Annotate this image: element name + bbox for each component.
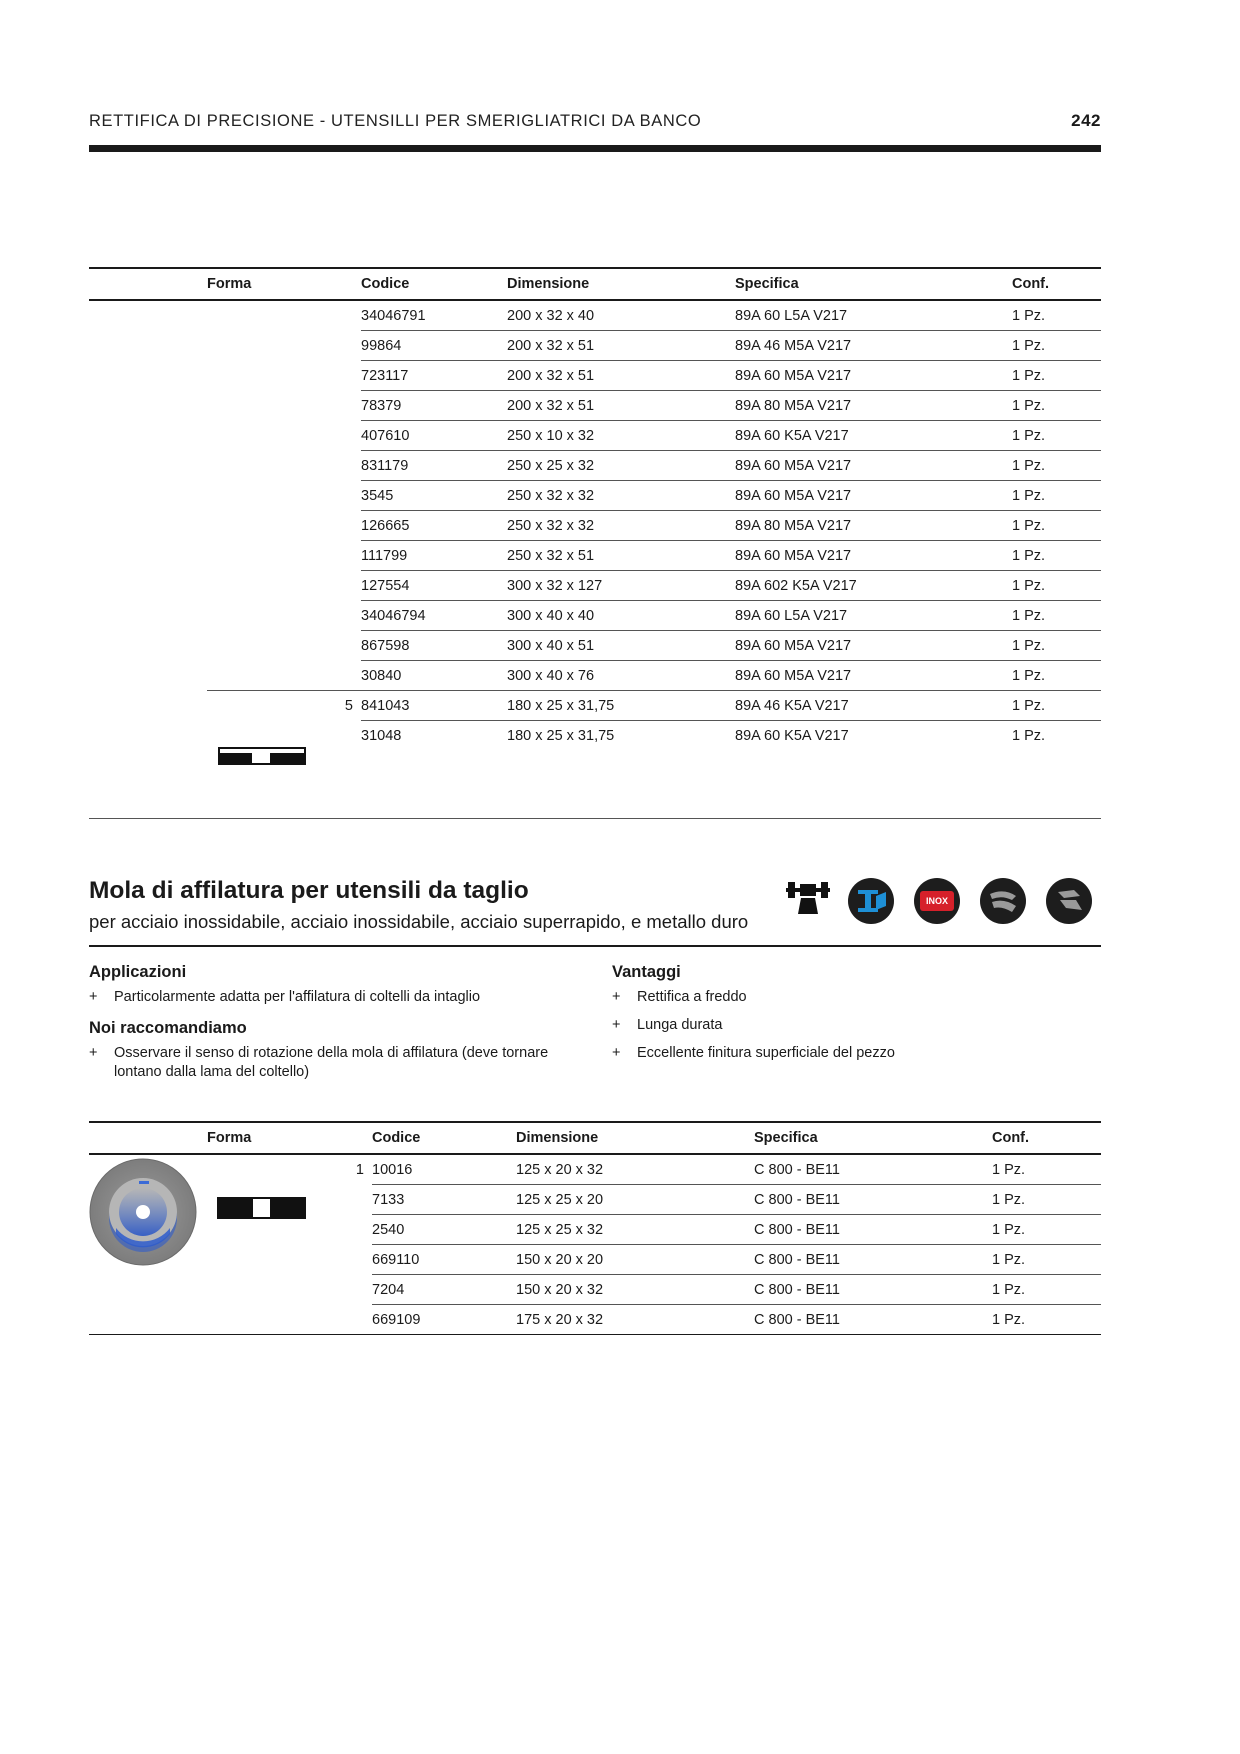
table-row xyxy=(89,661,1101,691)
table-row xyxy=(89,1154,1101,1185)
cell-dimensione: 300 x 40 x 76 xyxy=(507,661,735,691)
list-item: + Eccellente finitura superficiale del pezzo xyxy=(612,1045,895,1061)
cell-codice: 407610 xyxy=(361,421,507,451)
cell-forma xyxy=(207,631,361,661)
cell-specifica: 89A 80 M5A V217 xyxy=(735,511,1012,541)
cell-specifica: 89A 602 K5A V217 xyxy=(735,571,1012,601)
table-row xyxy=(89,421,1101,451)
table-row xyxy=(89,601,1101,631)
cell-codice: 723117 xyxy=(361,361,507,391)
cell-codice: 34046791 xyxy=(361,300,507,331)
cell-conf: 1 Pz. xyxy=(1012,361,1101,391)
cell-dimensione: 150 x 20 x 20 xyxy=(516,1245,754,1275)
cell-dimensione: 300 x 40 x 40 xyxy=(507,601,735,631)
cell-dimensione: 180 x 25 x 31,75 xyxy=(507,691,735,721)
cell-dimensione: 250 x 32 x 32 xyxy=(507,511,735,541)
cell-codice: 7204 xyxy=(372,1275,516,1305)
cell-conf: 1 Pz. xyxy=(1012,691,1101,721)
table-row xyxy=(89,691,1101,721)
cell-forma xyxy=(207,300,361,331)
table-row xyxy=(89,361,1101,391)
cutter-icon xyxy=(1046,878,1092,924)
table-row xyxy=(89,481,1101,511)
cell-codice: 78379 xyxy=(361,391,507,421)
wheel-profile-forma-5-icon xyxy=(218,747,306,765)
cell-specifica: 89A 46 M5A V217 xyxy=(735,331,1012,361)
cell-forma xyxy=(207,541,361,571)
cell-codice: 7133 xyxy=(372,1185,516,1215)
table-row xyxy=(89,300,1101,331)
cell-conf: 1 Pz. xyxy=(1012,300,1101,331)
table-row xyxy=(89,511,1101,541)
cell-codice: 841043 xyxy=(361,691,507,721)
applicazioni-heading: Applicazioni xyxy=(89,963,187,981)
cell-dimensione: 125 x 25 x 20 xyxy=(516,1185,754,1215)
column-header-codice: Codice xyxy=(372,1122,516,1154)
cell-codice: 10016 xyxy=(372,1154,516,1185)
header-rule xyxy=(89,145,1101,152)
cell-conf: 1 Pz. xyxy=(992,1275,1101,1305)
cell-specifica: 89A 60 M5A V217 xyxy=(735,451,1012,481)
cell-specifica: 89A 60 L5A V217 xyxy=(735,601,1012,631)
column-header-specifica: Specifica xyxy=(735,268,1012,300)
cell-dimensione: 300 x 32 x 127 xyxy=(507,571,735,601)
cell-codice: 669109 xyxy=(372,1305,516,1335)
cell-forma xyxy=(207,1215,372,1245)
cell-codice: 31048 xyxy=(361,727,402,744)
cell-specifica: C 800 - BE11 xyxy=(754,1275,992,1305)
cell-specifica: C 800 - BE11 xyxy=(754,1185,992,1215)
table-row xyxy=(89,541,1101,571)
cell-specifica: 89A 60 M5A V217 xyxy=(735,661,1012,691)
cell-codice: 30840 xyxy=(361,661,507,691)
cell-conf: 1 Pz. xyxy=(992,1305,1101,1335)
cell-dimensione: 250 x 32 x 32 xyxy=(507,481,735,511)
section-subtitle: per acciaio inossidabile, acciaio inossidabile, acciaio superrapido, e metallo duro xyxy=(89,911,749,932)
inox-icon: INOX xyxy=(914,878,960,924)
table-row xyxy=(89,451,1101,481)
cell-forma xyxy=(207,421,361,451)
list-item: + Particolarmente adatta per l'affilatura di coltelli da intaglio xyxy=(89,989,481,1005)
cell-codice: 99864 xyxy=(361,331,507,361)
cell-conf: 1 Pz. xyxy=(1012,421,1101,451)
section-title-rule xyxy=(89,945,1101,947)
cell-specifica: 89A 60 K5A V217 xyxy=(735,727,849,744)
page-header-title: RETTIFICA DI PRECISIONE - UTENSILLI PER SMERIGLIATRICI DA BANCO xyxy=(89,112,702,130)
cell-specifica: 89A 60 M5A V217 xyxy=(735,361,1012,391)
wheel-profile-forma-1-icon xyxy=(217,1197,306,1219)
cell-codice: 831179 xyxy=(361,451,507,481)
cell-specifica: 89A 60 M5A V217 xyxy=(735,631,1012,661)
page-number: 242 xyxy=(1071,111,1101,130)
cell-conf: 1 Pz. xyxy=(1012,481,1101,511)
cell-conf: 1 Pz. xyxy=(1012,601,1101,631)
cell-forma xyxy=(207,1275,372,1305)
cell-codice: 2540 xyxy=(372,1215,516,1245)
list-item: + Rettifica a freddo xyxy=(612,989,747,1005)
cell-forma: 5 xyxy=(207,691,361,721)
table-row xyxy=(89,1275,1101,1305)
section-title: Mola di affilatura per utensili da taglio xyxy=(89,877,529,904)
column-header-dimensione: Dimensione xyxy=(507,268,735,300)
column-header-dimensione: Dimensione xyxy=(516,1122,754,1154)
cell-dimensione: 150 x 20 x 32 xyxy=(516,1275,754,1305)
grinding-wheel-image xyxy=(89,1158,197,1266)
cell-specifica: C 800 - BE11 xyxy=(754,1305,992,1335)
column-header-conf: Conf. xyxy=(992,1122,1101,1154)
cell-forma xyxy=(207,331,361,361)
cell-conf: 1 Pz. xyxy=(992,1245,1101,1275)
column-header-forma: Forma xyxy=(207,268,361,300)
cell-specifica: 89A 60 M5A V217 xyxy=(735,481,1012,511)
table-row xyxy=(89,1215,1101,1245)
table-row xyxy=(89,391,1101,421)
cell-codice: 127554 xyxy=(361,571,507,601)
table-row xyxy=(89,1305,1101,1335)
vantaggi-heading: Vantaggi xyxy=(612,963,681,981)
cell-forma xyxy=(207,361,361,391)
cell-conf: 1 Pz. xyxy=(992,1185,1101,1215)
cell-conf: 1 Pz. xyxy=(1012,331,1101,361)
column-header-specifica: Specifica xyxy=(754,1122,992,1154)
cell-dimensione: 125 x 20 x 32 xyxy=(516,1154,754,1185)
cell-dimensione: 180 x 25 x 31,75 xyxy=(507,727,615,744)
cell-forma xyxy=(207,451,361,481)
cell-conf: 1 Pz. xyxy=(1012,571,1101,601)
cell-codice: 34046794 xyxy=(361,601,507,631)
table-row xyxy=(89,331,1101,361)
cell-forma xyxy=(207,571,361,601)
cell-conf: 1 Pz. xyxy=(1012,727,1046,744)
cell-conf: 1 Pz. xyxy=(992,1215,1101,1245)
column-header-conf: Conf. xyxy=(1012,268,1101,300)
cell-conf: 1 Pz. xyxy=(1012,631,1101,661)
cell-conf: 1 Pz. xyxy=(1012,661,1101,691)
cell-specifica: 89A 80 M5A V217 xyxy=(735,391,1012,421)
cell-specifica: C 800 - BE11 xyxy=(754,1215,992,1245)
table-row xyxy=(89,1245,1101,1275)
table-header-row xyxy=(89,268,1101,300)
cell-conf: 1 Pz. xyxy=(1012,511,1101,541)
cell-forma xyxy=(207,721,361,751)
cell-dimensione: 250 x 10 x 32 xyxy=(507,421,735,451)
cell-specifica: 89A 60 L5A V217 xyxy=(735,300,1012,331)
cell-forma xyxy=(207,511,361,541)
table-row xyxy=(89,571,1101,601)
cell-specifica: 89A 60 K5A V217 xyxy=(735,421,1012,451)
column-header-codice: Codice xyxy=(361,268,507,300)
cell-dimensione: 200 x 32 x 51 xyxy=(507,361,735,391)
table-row xyxy=(89,631,1101,661)
cell-forma xyxy=(207,481,361,511)
cell-dimensione: 200 x 32 x 51 xyxy=(507,331,735,361)
list-item: + Osservare il senso di rotazione della mola di affilatura (deve tornare lontano dalla lama del coltello) xyxy=(89,1045,549,1080)
product-table-2 xyxy=(89,1121,1101,1335)
cell-conf: 1 Pz. xyxy=(1012,391,1101,421)
cell-specifica: C 800 - BE11 xyxy=(754,1245,992,1275)
cell-forma xyxy=(207,391,361,421)
list-item: + Lunga durata xyxy=(612,1017,723,1033)
section-divider xyxy=(89,818,1101,819)
cell-dimensione: 200 x 32 x 51 xyxy=(507,391,735,421)
product-table-1 xyxy=(89,267,1101,750)
cell-forma xyxy=(207,661,361,691)
column-header-forma: Forma xyxy=(207,1122,372,1154)
cell-dimensione: 250 x 32 x 51 xyxy=(507,541,735,571)
table-header-row xyxy=(89,1122,1101,1154)
steel-beam-icon xyxy=(848,878,894,924)
cell-forma xyxy=(207,1245,372,1275)
cell-dimensione: 200 x 32 x 40 xyxy=(507,300,735,331)
cell-dimensione: 175 x 20 x 32 xyxy=(516,1305,754,1335)
blade-icon xyxy=(980,878,1026,924)
cell-forma xyxy=(207,601,361,631)
cell-forma xyxy=(207,1305,372,1335)
cell-conf: 1 Pz. xyxy=(1012,451,1101,481)
cell-conf: 1 Pz. xyxy=(992,1154,1101,1185)
cell-specifica: C 800 - BE11 xyxy=(754,1154,992,1185)
cell-dimensione: 250 x 25 x 32 xyxy=(507,451,735,481)
cell-specifica: 89A 60 M5A V217 xyxy=(735,541,1012,571)
bench-grinder-icon xyxy=(786,880,830,916)
cell-specifica: 89A 46 K5A V217 xyxy=(735,691,1012,721)
cell-codice: 126665 xyxy=(361,511,507,541)
cell-dimensione: 125 x 25 x 32 xyxy=(516,1215,754,1245)
cell-forma: 1 xyxy=(355,1161,364,1178)
cell-codice: 3545 xyxy=(361,481,507,511)
cell-dimensione: 300 x 40 x 51 xyxy=(507,631,735,661)
table-row xyxy=(89,721,1101,751)
cell-codice: 669110 xyxy=(372,1245,516,1275)
cell-codice: 111799 xyxy=(361,541,507,571)
cell-codice: 867598 xyxy=(361,631,507,661)
raccomandiamo-heading: Noi raccomandiamo xyxy=(89,1019,247,1037)
cell-conf: 1 Pz. xyxy=(1012,541,1101,571)
